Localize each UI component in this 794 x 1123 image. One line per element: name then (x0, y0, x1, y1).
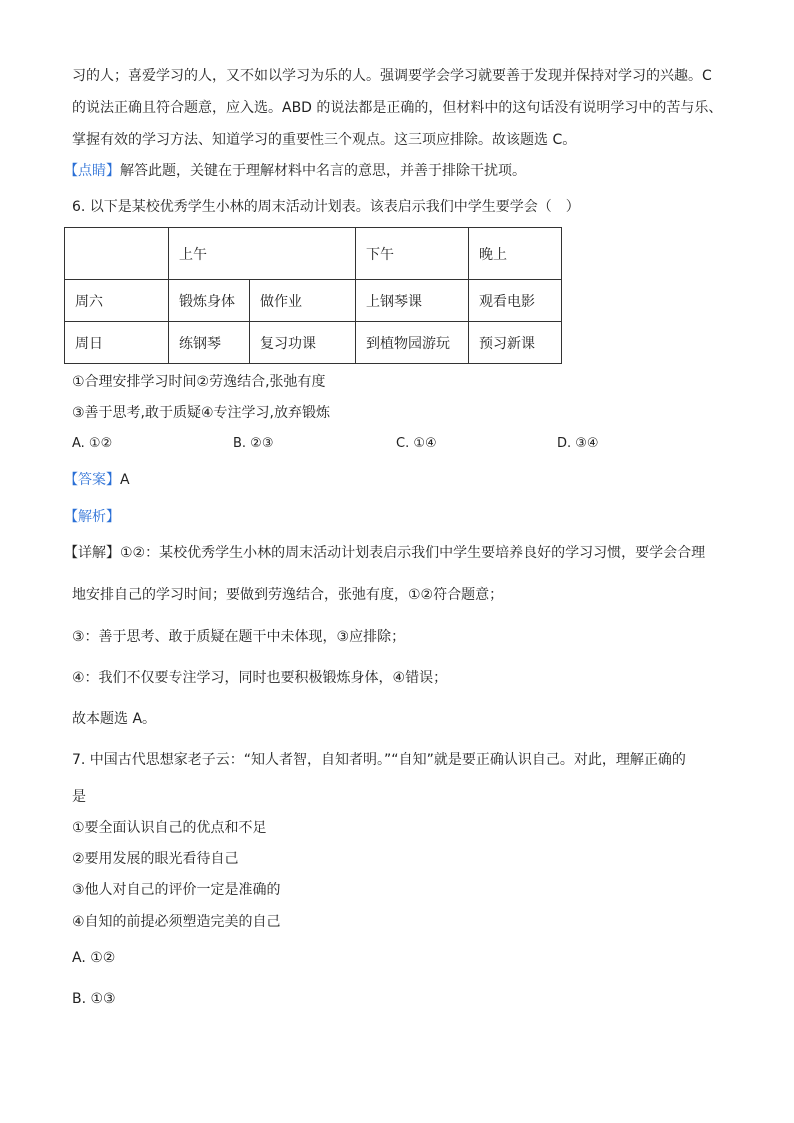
table-cell: 练钢琴 (169, 322, 250, 364)
table-cell: 周日 (65, 322, 169, 364)
prev-analysis-line: 掌握有效的学习方法、知道学习的重要性三个观点。这三项应排除。故该题选 C。 (72, 132, 577, 148)
q6-option-d: D. ③④ (557, 436, 599, 451)
q6-detail-line: 地安排自己的学习时间；要做到劳逸结合，张弛有度，①②符合题意； (72, 587, 504, 603)
q6-answer (64, 470, 130, 490)
q6-detail-line (64, 543, 705, 563)
q6-statement: ③善于思考,敢于质疑④专注学习,放弃锻炼 (72, 405, 331, 421)
prev-analysis-line: 习的人；喜爱学习的人，又不如以学习为乐的人。强调要学会学习就要善于发现并保持对学习的兴趣。C (72, 68, 712, 84)
prev-tip (64, 161, 526, 181)
table-cell: 上钢琴课 (356, 280, 469, 322)
table-header-row (65, 228, 562, 280)
table-cell: 复习功课 (250, 322, 356, 364)
answer-value: A (120, 472, 130, 488)
table-cell: 周六 (65, 280, 169, 322)
table-header-cell: 下午 (356, 228, 469, 280)
weekend-plan-table (64, 227, 562, 364)
table-header-cell: 晚上 (469, 228, 562, 280)
q7-option-a: A. ①② (72, 950, 116, 966)
prev-analysis-line: 的说法正确且符合题意，应入选。ABD 的说法都是正确的，但材料中的这句话没有说明学习中的苦与乐、 (72, 100, 723, 116)
q7-statement: ④自知的前提必须塑造完美的自己 (72, 914, 281, 930)
tip-text: 解答此题，关键在于理解材料中名言的意思，并善于排除干扰项。 (120, 163, 526, 179)
q6-analysis-tag (64, 507, 120, 527)
q6-option-a: A. ①② (72, 436, 113, 451)
table-row (65, 280, 562, 322)
table-cell: 锻炼身体 (169, 280, 250, 322)
q7-stem: 是 (72, 789, 86, 805)
table-cell: 到植物园游玩 (356, 322, 469, 364)
analysis-tag: 【解析】 (64, 509, 120, 525)
q6-option-c: C. ①④ (396, 436, 437, 451)
table-cell: 预习新课 (469, 322, 562, 364)
table-header-cell: 上午 (169, 228, 356, 280)
q6-detail-line: 故本题选 A。 (72, 711, 157, 727)
table-cell: 观看电影 (469, 280, 562, 322)
q7-statement: ②要用发展的眼光看待自己 (72, 851, 239, 867)
detail-tag: 【详解】 (64, 545, 120, 561)
detail-text: ①②：某校优秀学生小林的周末活动计划表启示我们中学生要培养良好的学习习惯，要学会合理 (120, 545, 706, 561)
q6-detail-line: ③：善于思考、敢于质疑在题干中未体现，③应排除； (72, 629, 406, 645)
q6-detail-line: ④：我们不仅要专注学习，同时也要积极锻炼身体，④错误； (72, 670, 448, 686)
q6-stem: 6. 以下是某校优秀学生小林的周末活动计划表。该表启示我们中学生要学会（ ） (72, 199, 580, 215)
q7-stem: 7. 中国古代思想家老子云：“知人者智，自知者明。”“自知”就是要正确认识自己。对此，理解正确的 (72, 752, 686, 768)
q7-statement: ①要全面认识自己的优点和不足 (72, 820, 267, 836)
q6-option-b: B. ②③ (233, 436, 274, 451)
table-cell: 做作业 (250, 280, 356, 322)
tip-tag: 【点睛】 (64, 163, 120, 179)
q6-statement: ①合理安排学习时间②劳逸结合,张弛有度 (72, 374, 326, 390)
q7-statement: ③他人对自己的评价一定是准确的 (72, 882, 281, 898)
table-row (65, 322, 562, 364)
table-header-cell (65, 228, 169, 280)
q7-option-b: B. ①③ (72, 991, 116, 1007)
answer-tag: 【答案】 (64, 472, 120, 488)
